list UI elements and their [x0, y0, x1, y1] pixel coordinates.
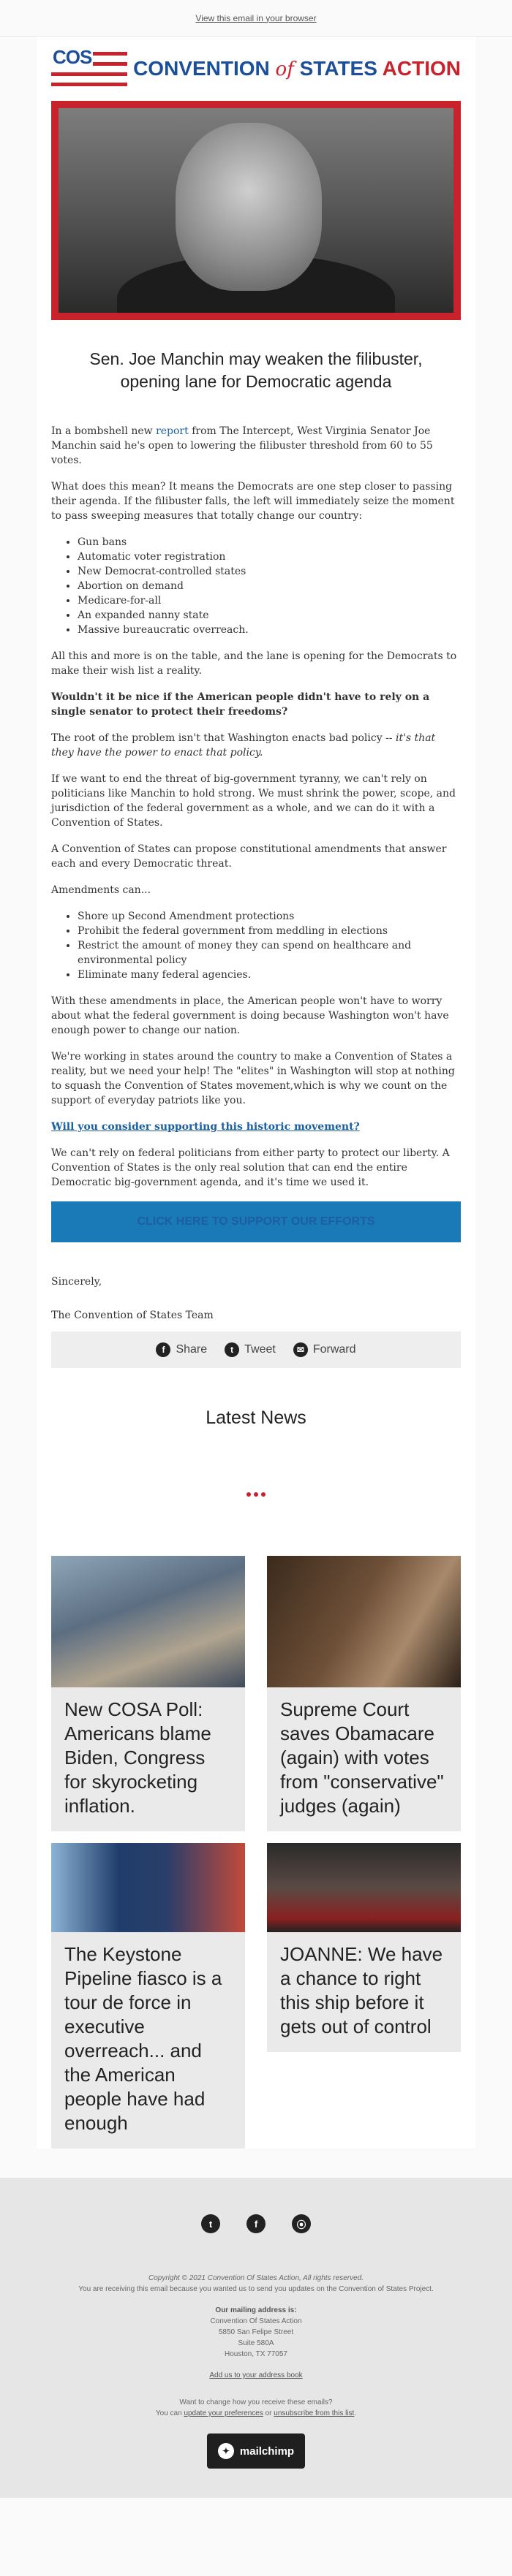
paragraph: If we want to end the threat of big-government tyranny, we can't rely on politicians like Manchin to hold strong. We must shrink the power, scope, and jurisdiction of the federal government as a whole, and we can do it with a Convention of States. — [51, 773, 456, 829]
copyright: Copyright © 2021 Convention Of States Action, All rights reserved. — [148, 2274, 364, 2282]
footer — [0, 2178, 512, 2498]
news-card-title: Supreme Court saves Obamacare (again) with votes from "conservative" judges (again) — [280, 1698, 444, 1817]
paragraph: With these amendments in place, the American people won't have to worry about what the federal government is doing because Washington won't have enough power to change our nation. — [51, 995, 449, 1036]
list-item: • Eliminate many federal agencies. — [78, 968, 461, 982]
subscription-reason: You are receiving this email because you wanted us to send you updates on the Convention of States Project. — [78, 2285, 434, 2293]
signoff: Sincerely, — [51, 1276, 102, 1288]
website-link-icon[interactable]: ⦿ — [292, 2214, 311, 2233]
social-links — [0, 2214, 512, 2233]
news-card-title: New COSA Poll: Americans blame Biden, Congress for skyrocketing inflation. — [64, 1698, 211, 1817]
paragraph: Amendments can... — [51, 884, 151, 896]
agenda-list — [78, 535, 461, 637]
paragraph: What does this mean? It means the Democrats are one step closer to passing their agenda. If the filibuster falls, the left will immediately seize the moment to pass sweeping measures that totally change our country: — [51, 481, 455, 522]
update-prefs-line: You can update your preferences or unsubscribe from this list. — [155, 2409, 357, 2417]
hero-portrait-image — [59, 108, 453, 313]
paragraph: We're working in states around the country to make a Convention of States a reality, but we need your help! The "elites" in Washington will stop at nothing to squash the Convention of States movement,which is why we count on the support of everyday patriots like you. — [51, 1051, 455, 1106]
news-card-title: The Keystone Pipeline fiasco is a tour de force in executive overreach... and the American people have had enough — [64, 1943, 222, 2134]
news-card[interactable] — [51, 1843, 245, 2148]
news-image — [267, 1556, 461, 1687]
loading-dots-icon — [37, 1429, 475, 1531]
preheader — [0, 0, 512, 37]
change-prefs-text: Want to change how you receive these emails? — [179, 2398, 333, 2406]
mailchimp-logo-icon: ✦ — [218, 2443, 234, 2459]
news-image — [51, 1556, 245, 1687]
list-item: • Automatic voter registration — [78, 550, 461, 564]
facebook-icon[interactable]: f — [246, 2214, 266, 2233]
share-bar — [51, 1331, 461, 1368]
list-item: • An expanded nanny state — [78, 608, 461, 623]
email-icon: ✉ — [293, 1342, 308, 1357]
update-preferences-link[interactable]: update your preferences — [184, 2409, 263, 2417]
report-link[interactable]: report — [156, 425, 189, 437]
list-item: • Restrict the amount of money they can spend on healthcare and environmental policy — [78, 938, 461, 968]
news-grid — [37, 1531, 475, 2148]
amendments-list — [78, 909, 461, 982]
mailchimp-badge[interactable]: ✦ mailchimp — [207, 2433, 305, 2469]
paragraph: The root of the problem isn't that Washington enacts bad policy -- it's that they have the power to enact that policy. — [51, 732, 436, 759]
news-card[interactable] — [51, 1556, 245, 1831]
view-in-browser-link[interactable]: View this email in your browser — [195, 12, 317, 23]
list-item: • Gun bans — [78, 535, 461, 550]
address-line: Houston, TX 77057 — [225, 2350, 287, 2358]
paragraph: All this and more is on the table, and the lane is opening for the Democrats to make their wish list a reality. — [51, 650, 457, 677]
support-movement-link[interactable]: Will you consider supporting this historic movement? — [51, 1121, 360, 1133]
brand-wordmark: CONVENTION of STATES ACTION — [133, 57, 461, 80]
list-item: • New Democrat-controlled states — [78, 564, 461, 579]
facebook-icon: f — [156, 1342, 170, 1357]
list-item: • Medicare-for-all — [78, 593, 461, 608]
twitter-icon: t — [225, 1342, 239, 1357]
list-item: • Prohibit the federal government from meddling in elections — [78, 924, 461, 938]
news-image — [51, 1843, 245, 1932]
news-image — [267, 1843, 461, 1932]
article-content — [37, 393, 475, 1368]
email-body — [37, 37, 475, 2148]
news-card-title: JOANNE: We have a chance to right this ship before it gets out of control — [280, 1943, 443, 2037]
address-line: Convention Of States Action — [210, 2317, 302, 2325]
twitter-icon[interactable]: t — [201, 2214, 220, 2233]
mailing-address-title: Our mailing address is: — [215, 2306, 297, 2314]
add-to-address-book-link[interactable]: Add us to your address book — [209, 2371, 303, 2379]
address-line: Suite 580A — [238, 2339, 274, 2347]
forward-button[interactable]: ✉ Forward — [293, 1342, 356, 1357]
hero-image-frame — [51, 101, 461, 320]
tweet-button[interactable]: t Tweet — [225, 1342, 276, 1357]
list-item: • Massive bureaucratic overreach. — [78, 623, 461, 637]
share-facebook-button[interactable]: f Share — [156, 1342, 207, 1357]
flag-logo-icon — [51, 46, 127, 91]
unsubscribe-link[interactable]: unsubscribe from this list — [274, 2409, 355, 2417]
paragraph: We can't rely on federal politicians from either party to protect our liberty. A Convention of States is the only real solution that can end the entire Democratic big-government agenda, and it's time we used it. — [51, 1147, 450, 1188]
paragraph: A Convention of States can propose constitutional amendments that answer each and every Democratic threat. — [51, 843, 447, 870]
paragraph: In a bombshell new report from The Intercept, West Virginia Senator Joe Manchin said he's open to lowering the filibuster threshold from 60 to 55 votes. — [51, 425, 433, 466]
address-line: 5850 San Felipe Street — [218, 2328, 294, 2336]
latest-news-heading: Latest News — [206, 1407, 306, 1428]
list-item: • Abortion on demand — [78, 579, 461, 593]
news-card[interactable] — [267, 1843, 461, 2052]
logo[interactable] — [37, 37, 475, 101]
logo-mark: COS — [53, 46, 92, 68]
bold-question: Wouldn't it be nice if the American people didn't have to rely on a single senator to protect their freedoms? — [51, 691, 430, 718]
support-cta-button[interactable]: CLICK HERE TO SUPPORT OUR EFFORTS — [51, 1201, 461, 1242]
article-title: Sen. Joe Manchin may weaken the filibuster, opening lane for Democratic agenda — [89, 349, 423, 391]
news-card[interactable] — [267, 1556, 461, 1831]
list-item: • Shore up Second Amendment protections — [78, 909, 461, 924]
signature: The Convention of States Team — [51, 1310, 214, 1321]
